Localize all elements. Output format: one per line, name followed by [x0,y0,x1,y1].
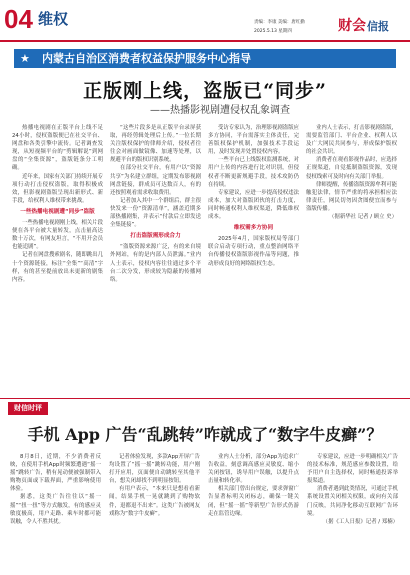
paragraph: 热播电视剧在正版平台上线不足24小时，侵权盗版便已在社交平台、网盘和各类引擎中流传。记者调查发现，从短视频平台的“剪辑解说”到网盘的“全集资源”，盗版链条分工明确。 [12,125,103,172]
paragraph: 有用户表示，“本来只是想看看新闻，结果手机一晃就跳到了购物软件，退都退不出来”。这类广告被网友戏称为“数字牛皮癣”。 [109,486,200,517]
article1-column-3 [208,124,299,397]
article1-title: 正版刚上线，盗版已“同步” [83,80,327,102]
section-divider [0,398,410,399]
paragraph: 8月8日，近期，不少消费者反映，在使用手机App时频繁遭遇“摇一摇”跳转广告，稍有晃动便被强制带入购物页面或下载界面，严重影响使用体验。 [10,454,101,493]
paragraph: 据悉，这类广告往往以“摇一摇”“扭一扭”等方式触发，有的感应灵敏度极高，用户走路、乘车时都可能误触，令人不胜其扰。 [10,494,101,525]
article2-column-1 [10,453,101,575]
banner-text: 内蒙古自治区消费者权益保护服务中心指导 [42,52,251,65]
paragraph: 一些热播电视剧刚上线，相关片段便在各平台被大量转发，点击量高达数十万次，有网友坦言，“不用开会员也能追剧”。 [12,220,103,251]
section-subhead: 打击盗版需形成合力 [130,233,181,240]
paragraph: 相关部门曾出台规定，要求弹窗广告显著标明关闭标志，确保一键关闭，但“摇一摇”等新型广告形式仍游走在监管边缘。 [208,486,299,517]
article1-subtitle: ——热播影视剧遭侵权乱象调查 [150,105,290,116]
article1-signature: （据新华社 记者 / 顾立 史） [329,214,397,221]
paragraph: 受访专家认为，治理影视剧盗版应多方协同，平台需落实主体责任，完善版权保护机制，加强技术手段运用，及时发现并处置侵权内容。 [208,125,299,156]
logo-main: 财会 [338,18,366,34]
paragraph: 记者在网盘搜索剧名，随即跳出几十个资源链接，标注“全集”“高清”字样，有的甚至提前放出未更新的剧集内容。 [12,252,103,283]
section-subhead: 维权需多方协同 [233,225,274,232]
paragraph: 消费者在观看影视作品时，应选择正规渠道，自觉抵制盗版资源，发现侵权线索可及时向有关部门举报。 [306,157,397,180]
paragraph: 2025年4月，国家版权局等部门联合启动专项行动，重点整治网络平台传播侵权盗版影视作品等问题，推动形成良好的网络版权生态。 [208,236,299,267]
header-rule [0,40,410,42]
page-header [0,0,410,42]
paragraph: 记者加入其中一个群组后，群主很快发来一份“资源清单”，涵盖近期多部热播剧集，并表示“付款后立即发送全集链接”。 [110,197,201,229]
section-subhead: 一些热播电视剧遭“同步”盗版 [20,208,95,215]
article2-column-2 [109,453,200,575]
paragraph: 专家建议，应进一步提高侵权违法成本，加大对盗版团伙的打击力度，同时畅通权利人维权渠道，降低维权成本。 [208,189,299,221]
article1-column-1 [12,124,103,397]
paragraph: 近年来，国家有关部门持续开展专项行动打击侵权盗版，取得积极成效，但影视剧盗版呈现出新形式、新手段，给权利人维权带来挑战。 [12,173,103,204]
article2-column-3 [208,453,299,575]
paragraph: 业内人士表示，打击影视剧盗版，需要监管部门、平台企业、权利人以及广大网民共同参与，形成保护版权的社会共识。 [306,125,397,156]
paragraph: 在部分社交平台，有用户以“资源共享”为名建立群组，定期发布影视剧网盘链接，群成员可达数百人，有的还按照观看需求收取费用。 [110,165,201,196]
article2-column-4 [307,453,398,575]
star-icon: ★ [20,52,30,65]
paragraph: “这些片段多是从正版平台录屏获取，再经剪辑处理后上传。”一位长期关注版权保护的律师介绍，侵权者往往会对画面做镜像、加速等处理，以规避平台的版权识别系统。 [110,125,201,164]
article2-title: 手机 App 广告“乱跳转”咋就成了“数字牛皮癣”？ [27,425,383,444]
newspaper-logo [338,18,389,35]
paragraph: 业内人士分析，部分App为追求广告收益，刻意调高感应灵敏度、缩小关闭按钮，诱导用户误触，以提升点击量和转化率。 [208,454,299,485]
guidance-banner [14,49,396,68]
page-number: 04 [4,4,33,34]
paragraph: 消费者遇到此类情况，可通过手机系统设置关闭相关权限，或向有关部门反映，共同净化移动互联网广告环境。 [307,486,398,517]
paragraph: 一些平台已上线版权监测系统，对用户上传的内容进行比对识别，但侵权者不断更新规避手段，技术攻防仍在持续。 [208,157,299,188]
issue-date: 2025.5.13 星期四 [254,29,292,34]
article2-signature: （据《工人日报》记者 / 郑楠） [322,518,398,525]
paragraph: “盗版资源来源广泛，有的来自境外网站，有的是内部人员泄露。”业内人士表示，侵权内容往往通过多个平台二次分发，形成较为隐蔽的传播网络。 [110,244,201,283]
paragraph: 律师提醒，传播盗版资源牟利可能触犯法律，情节严重的将承担相应法律责任，网民切勿因贪图便宜而参与盗版传播。 [306,181,397,212]
paragraph: 记者体验发现，多款App开屏广告均设置了“摇一摇”跳转功能，用户刚打开应用，页面便自动跳转至其他平台，想关闭却找不到明显按钮。 [109,454,200,485]
article1-column-4 [306,124,397,397]
paragraph: 专家建议，应进一步明确相关广告的技术标准，规范感应参数设置，给予用户自主选择权，同时畅通投诉举报渠道。 [307,454,398,485]
section-title: 维权 [38,10,69,28]
section-tag: 财信时评 [8,402,48,415]
article1-column-2 [110,124,201,397]
logo-suffix: 信报 [367,20,389,33]
editors-line: 责编：李康 美编：唐红勤 [254,20,305,25]
